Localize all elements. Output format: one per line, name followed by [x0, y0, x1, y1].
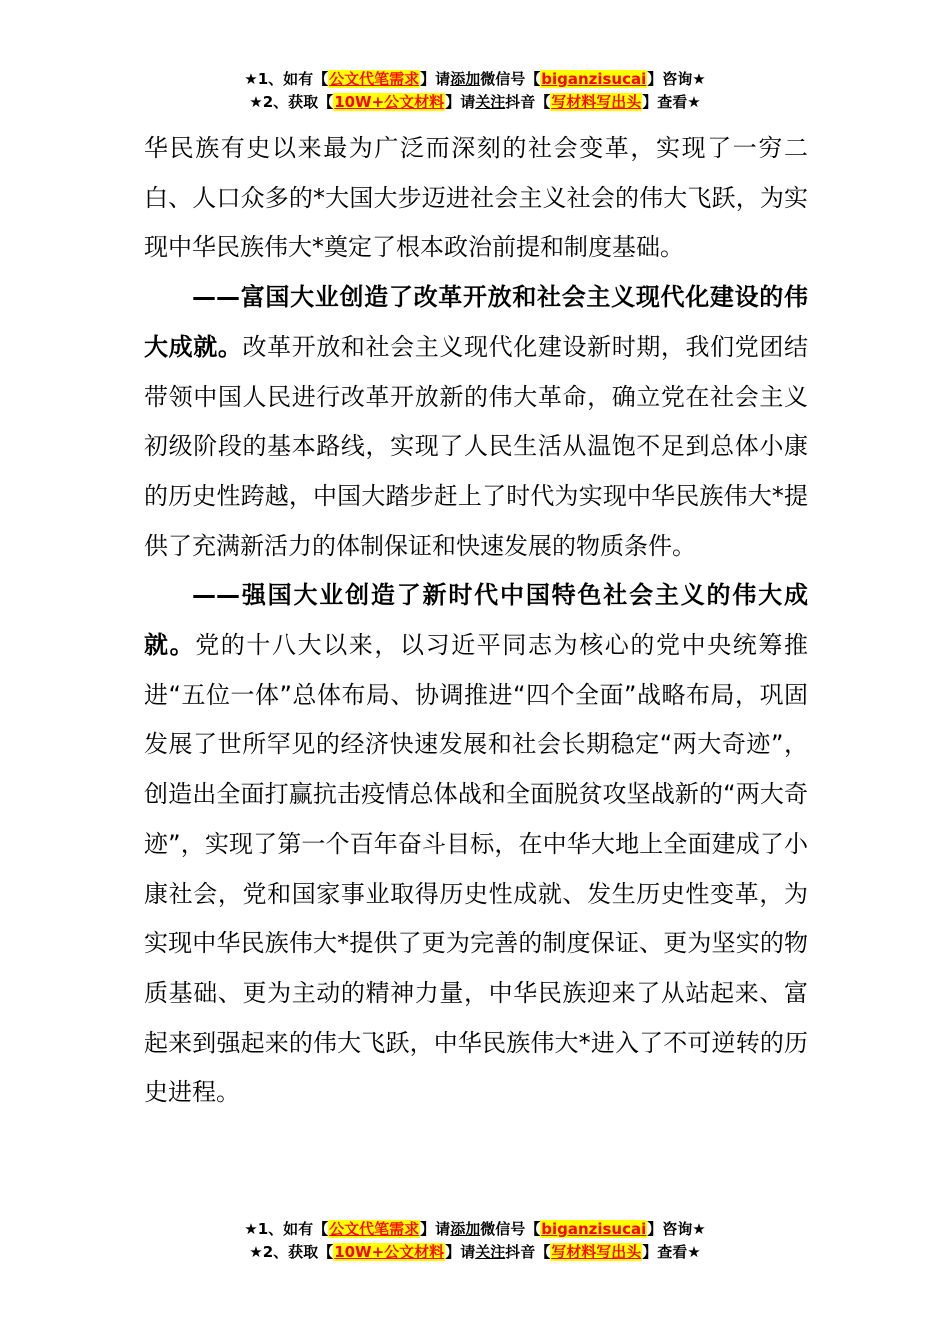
banner-underlined-text: 添加 [450, 70, 481, 88]
banner-line-1 [0, 68, 950, 91]
header-banner [0, 68, 950, 114]
banner-highlight-service: 公文代笔需求 [329, 1220, 420, 1238]
banner-text: 抖音【 [505, 93, 551, 111]
paragraph-heading: ——富国大业创造了改革开放和社会主义现代化建设的伟大成就。 [144, 283, 808, 361]
banner-text: ★2、获取【 [249, 93, 334, 111]
banner-text: 】查看★ [642, 93, 701, 111]
banner-text: ★1、如有【 [244, 1220, 329, 1238]
banner-text: 】请 [420, 1220, 451, 1238]
banner-highlight-douyin: 写材料写出头 [551, 1243, 642, 1261]
paragraph-reform-opening [144, 273, 808, 571]
paragraph-heading: ——强国大业创造了新时代中国特色社会主义的伟大成就。 [144, 581, 808, 660]
banner-highlight-service: 公文代笔需求 [329, 70, 420, 88]
banner-highlight-materials: 10W+公文材料 [334, 93, 445, 111]
paragraph-text: 改革开放和社会主义现代化建设新时期，我们党团结带领中国人民进行改革开放新的伟大革命，确立党在社会主义初级阶段的基本路线，实现了人民生活从温饱不足到总体小康的历史性跨越，中国大踏步赶上了时代为实现中华民族伟大*提供了充满新活力的体制保证和快速发展的物质条件。 [144, 332, 809, 560]
banner-line-2 [0, 1241, 950, 1264]
banner-highlight-wechat-id: biganzisucai [541, 1220, 647, 1238]
banner-line-2 [0, 91, 950, 114]
banner-highlight-douyin: 写材料写出头 [551, 93, 642, 111]
banner-line-1 [0, 1218, 950, 1241]
banner-text: 】咨询★ [647, 1220, 706, 1238]
banner-underlined-text: 关注 [475, 93, 506, 111]
banner-highlight-wechat-id: biganzisucai [541, 70, 647, 88]
banner-text: 】请 [445, 93, 476, 111]
banner-text: 微信号【 [480, 70, 541, 88]
banner-text: ★1、如有【 [244, 70, 329, 88]
footer-banner [0, 1218, 950, 1264]
paragraph-continuation: 华民族有史以来最为广泛而深刻的社会变革，实现了一穷二白、人口众多的*大国大步迈进社会主义社会的伟大飞跃，为实现中华民族伟大*奠定了根本政治前提和制度基础。 [144, 134, 808, 262]
banner-underlined-text: 添加 [450, 1220, 481, 1238]
banner-text: ★2、获取【 [249, 1243, 334, 1261]
banner-text: 】咨询★ [647, 70, 706, 88]
banner-underlined-text: 关注 [475, 1243, 506, 1261]
banner-text: 】请 [420, 70, 451, 88]
banner-highlight-materials: 10W+公文材料 [334, 1243, 445, 1261]
banner-text: 】查看★ [642, 1243, 701, 1261]
banner-text: 抖音【 [505, 1243, 551, 1261]
paragraph-text: 党的十八大以来，以习近平同志为核心的党中央统筹推进“五位一体”总体布局、协调推进“四个全面”战略布局，巩固发展了世所罕见的经济快速发展和社会长期稳定“两大奇迹”，创造出全面打赢抗击疫情总体战和全面脱贫攻坚战新的“两大奇迹”，实现了第一个百年奋斗目标，在中华大地上全面建成了小康社会，党和国家事业取得历史性成就、发生历史性变革，为实现中华民族伟大*提供了更为完善的制度保证、更为坚实的物质基础、更为主动的精神力量，中华民族迎来了从站起来、富起来到强起来的伟大飞跃，中华民族伟大*进入了不可逆转的历史进程。 [144, 631, 809, 1107]
document-body [144, 124, 808, 1118]
banner-text: 微信号【 [480, 1220, 541, 1238]
banner-text: 】请 [445, 1243, 476, 1261]
paragraph-new-era [144, 571, 808, 1118]
